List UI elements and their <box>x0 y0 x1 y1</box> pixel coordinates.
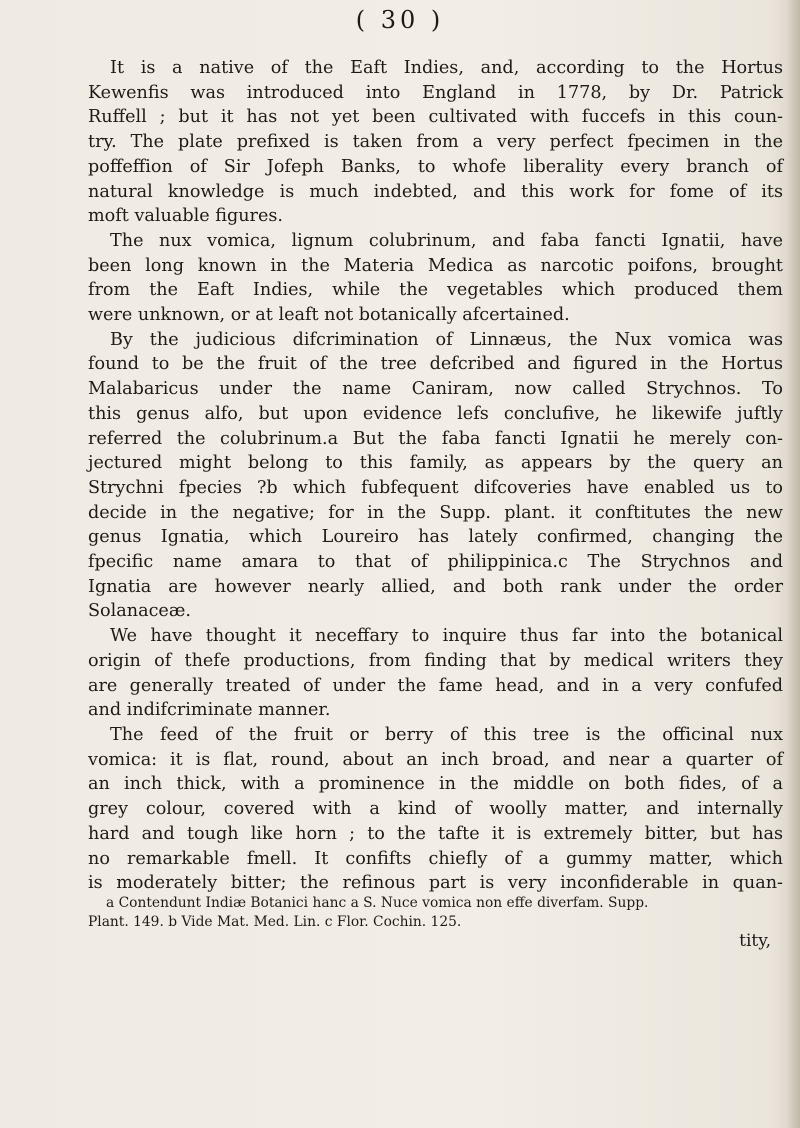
paragraph-5 <box>88 723 783 896</box>
text-line: natural knowledge is much indebted, and this work for fome of its <box>88 181 783 202</box>
text-line: Solanaceæ. <box>88 601 191 622</box>
footnote-line: Plant. 149. b Vide Mat. Med. Lin. c Flor. Cochin. 125. <box>88 914 462 930</box>
paragraph-4 <box>88 624 783 723</box>
text-line: and indifcriminate manner. <box>88 700 331 721</box>
paragraph-3 <box>88 328 783 624</box>
text-line: this genus alfo, but upon evidence lefs conclufive, he likewife juftly <box>88 403 783 424</box>
text-line: The nux vomica, lignum colubrinum, and faba fancti Ignatii, have <box>110 230 783 251</box>
text-line: It is a native of the Eaft Indies, and, according to the Hortus <box>110 58 783 78</box>
text-line: referred the colubrinum.a But the faba fancti Ignatii he merely con- <box>88 428 783 449</box>
text-line: try. The plate prefixed is taken from a very perfect fpecimen in the <box>88 132 783 153</box>
paragraph-2 <box>88 229 783 328</box>
text-line: fpecific name amara to that of philippinica.c The Strychnos and <box>88 552 783 573</box>
text-line: hard and tough like horn ; to the tafte it is extremely bitter, but has <box>88 823 783 844</box>
text-line: are generally treated of under the fame head, and in a very confufed <box>88 675 783 696</box>
text-line: decide in the negative; for in the Supp. plant. it conftitutes the new <box>88 502 783 523</box>
text-line: is moderately bitter; the refinous part is very inconfiderable in quan- <box>88 873 783 894</box>
text-line: from the Eaft Indies, while the vegetables which produced them <box>88 280 783 301</box>
page-number: ( 30 ) <box>355 6 445 34</box>
text-line: vomica: it is flat, round, about an inch broad, and near a quarter of <box>88 749 783 770</box>
text-line: We have thought it neceffary to inquire thus far into the botanical <box>110 626 783 647</box>
footnotes <box>88 894 783 951</box>
text-line: found to be the fruit of the tree defcribed and figured in the Hortus <box>88 354 783 375</box>
footnote-line: a Contendunt Indiæ Botanici hanc a S. Nuce vomica non effe diverfam. Supp. <box>106 895 649 911</box>
paragraph-1 <box>88 56 783 229</box>
text-line: Strychni fpecies ?b which fubfequent difcoveries have enabled us to <box>88 477 783 498</box>
body-text <box>88 56 783 896</box>
text-line: grey colour, covered with a kind of woolly matter, and internally <box>88 799 783 820</box>
text-line: no remarkable fmell. It confifts chiefly of a gummy matter, which <box>88 848 783 869</box>
text-line: an inch thick, with a prominence in the middle on both fides, of a <box>88 774 783 795</box>
text-line: Ignatia are however nearly allied, and both rank under the order <box>88 576 783 597</box>
text-line: poffeffion of Sir Jofeph Banks, to whofe liberality every branch of <box>88 156 783 177</box>
text-line: By the judicious difcrimination of Linnæus, the Nux vomica was <box>110 329 783 350</box>
text-line: jectured might belong to this family, as appears by the query an <box>88 453 783 474</box>
text-line: moft valuable figures. <box>88 206 283 227</box>
text-line: genus Ignatia, which Loureiro has lately confirmed, changing the <box>88 527 783 548</box>
text-line: been long known in the Materia Medica as narcotic poifons, brought <box>88 255 783 276</box>
text-line: origin of thefe productions, from finding that by medical writers they <box>88 650 783 671</box>
text-line: Malabaricus under the name Caniram, now called Strychnos. To <box>88 379 783 400</box>
page-edge-shadow <box>786 0 800 1128</box>
text-line: Kewenfis was introduced into England in 1778, by Dr. Patrick <box>88 82 783 103</box>
text-line: The feed of the fruit or berry of this tree is the officinal nux <box>110 724 783 745</box>
catchword: tity, <box>739 931 771 951</box>
text-line: were unknown, or at leaft not botanically afcertained. <box>88 305 570 326</box>
text-line: Ruffell ; but it has not yet been cultivated with fuccefs in this coun- <box>88 107 783 128</box>
